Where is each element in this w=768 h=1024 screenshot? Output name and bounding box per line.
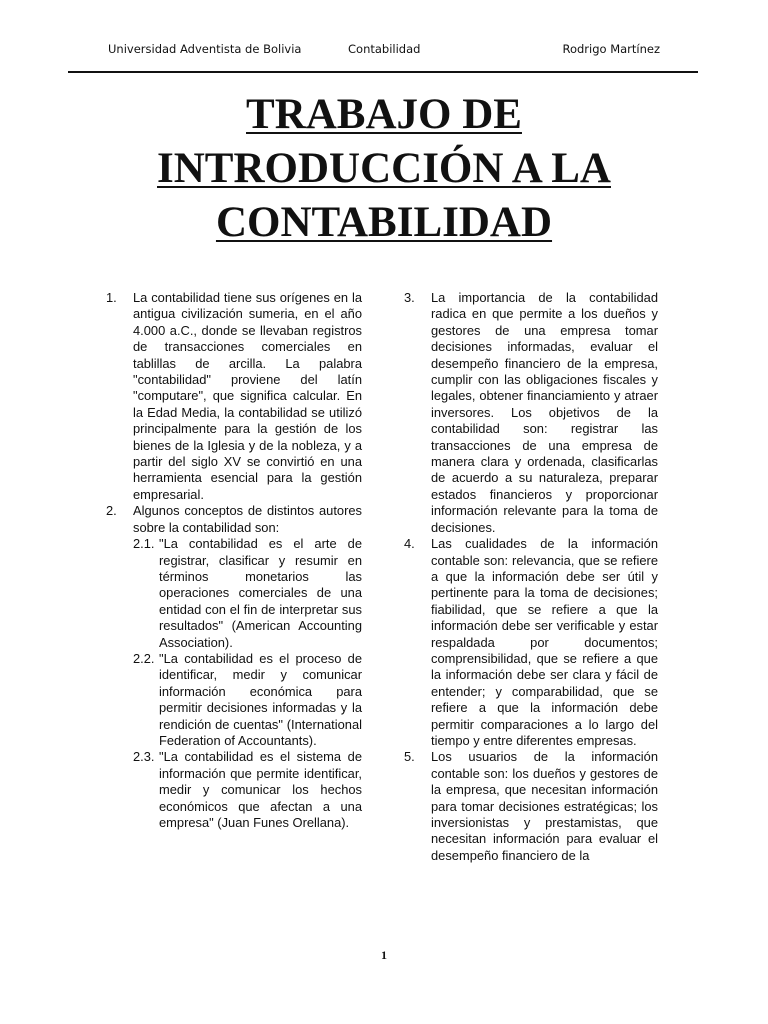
page-number: 1 [381,948,387,962]
title-line-3: CONTABILIDAD [215,199,553,246]
sub-number: 2.1. [133,536,155,552]
list-number: 5. [404,749,415,765]
list-item-1 [106,290,362,503]
list-item-3 [404,290,658,536]
list-text: La contabilidad tiene sus orígenes en la antigua civilización sumeria, en el año 4.000 a.C., donde se llevaban registros de transacciones comerciales en tablillas de arcilla. La palabra "contabilidad" proviene del latín "computare", que significa calcular. En la Edad Media, la contabilidad se utilizó principalmente para la gestión de los bienes de la Iglesia y de la nobleza, y a partir del siglo XV se convirtió en una herramienta esencial para la gestión empresarial. [133,290,362,502]
title-line-1: TRABAJO DE [246,91,522,138]
list-number: 3. [404,290,415,305]
header-subject: Contabilidad [348,42,421,56]
sub-item-2-3 [106,749,362,831]
document-title [0,88,768,250]
header-author: Rodrigo Martínez [562,42,660,56]
list-item-2 [106,503,362,536]
page-header [108,42,660,60]
sub-item-2-1 [106,536,362,651]
sub-number: 2.3. [133,749,155,765]
header-institution: Universidad Adventista de Bolivia [108,42,302,56]
sub-text: "La contabilidad es el proceso de identificar, medir y comunicar información económica para permitir decisiones informadas y la rendición de cuentas" (International Federation of Accountants). [159,650,362,748]
sub-item-2-2 [106,651,362,749]
list-number: 2. [106,503,117,519]
sub-text: "La contabilidad es el sistema de información que permite identificar, medir y comunicar los hechos económicos que afectan a una empresa" (Juan Funes Orellana). [159,749,362,830]
list-number: 4. [404,536,415,552]
list-item-4 [404,536,658,749]
list-text: Algunos conceptos de distintos autores sobre la contabilidad son: [133,503,362,535]
right-column [404,290,658,896]
list-text: Las cualidades de la información contable son: relevancia, que se refiere a que la información debe ser útil y pertinente para la toma de decisiones; fiabilidad, que se refiere a que la información debe ser verificable y estar respaldada por documentos; comprensibilidad, que se refiere a que la información debe ser clara y fácil de entender; y comparabilidad, que se refiere a que la información debe permitir comparaciones a lo largo del tiempo y entre diferentes empresas. [431,536,658,748]
header-rule [68,71,698,73]
list-item-5 [404,749,658,896]
sub-number: 2.2. [133,650,155,666]
list-number: 1. [106,290,117,305]
list-text: Los usuarios de la información contable son: los dueños y gestores de la empresa, que necesitan información para tomar decisiones estratégicas; los inversionistas y prestamistas, que necesitan información para evaluar el desempeño financiero de la [431,749,658,863]
list-text: La importancia de la contabilidad radica en que permite a los dueños y gestores de una empresa tomar decisiones informadas, evaluar el desempeño financiero de la empresa, cumplir con las obligaciones fiscales y legales, obtener financiamiento y atraer inversores. Los objetivos de la contabilidad son: registrar las transacciones de una empresa de manera clara y ordenada, clasificarlas de acuerdo a su naturaleza, preparar estados financieros y proporcionar información relevante para la toma de decisiones. [431,290,658,535]
sub-text: "La contabilidad es el arte de registrar, clasificar y resumir en términos monetarios las operaciones comerciales de una entidad con el fin de interpretar sus resultados" (American Accounting Association). [159,536,362,650]
left-column [106,290,362,831]
title-line-2: INTRODUCCIÓN A LA [157,145,611,192]
